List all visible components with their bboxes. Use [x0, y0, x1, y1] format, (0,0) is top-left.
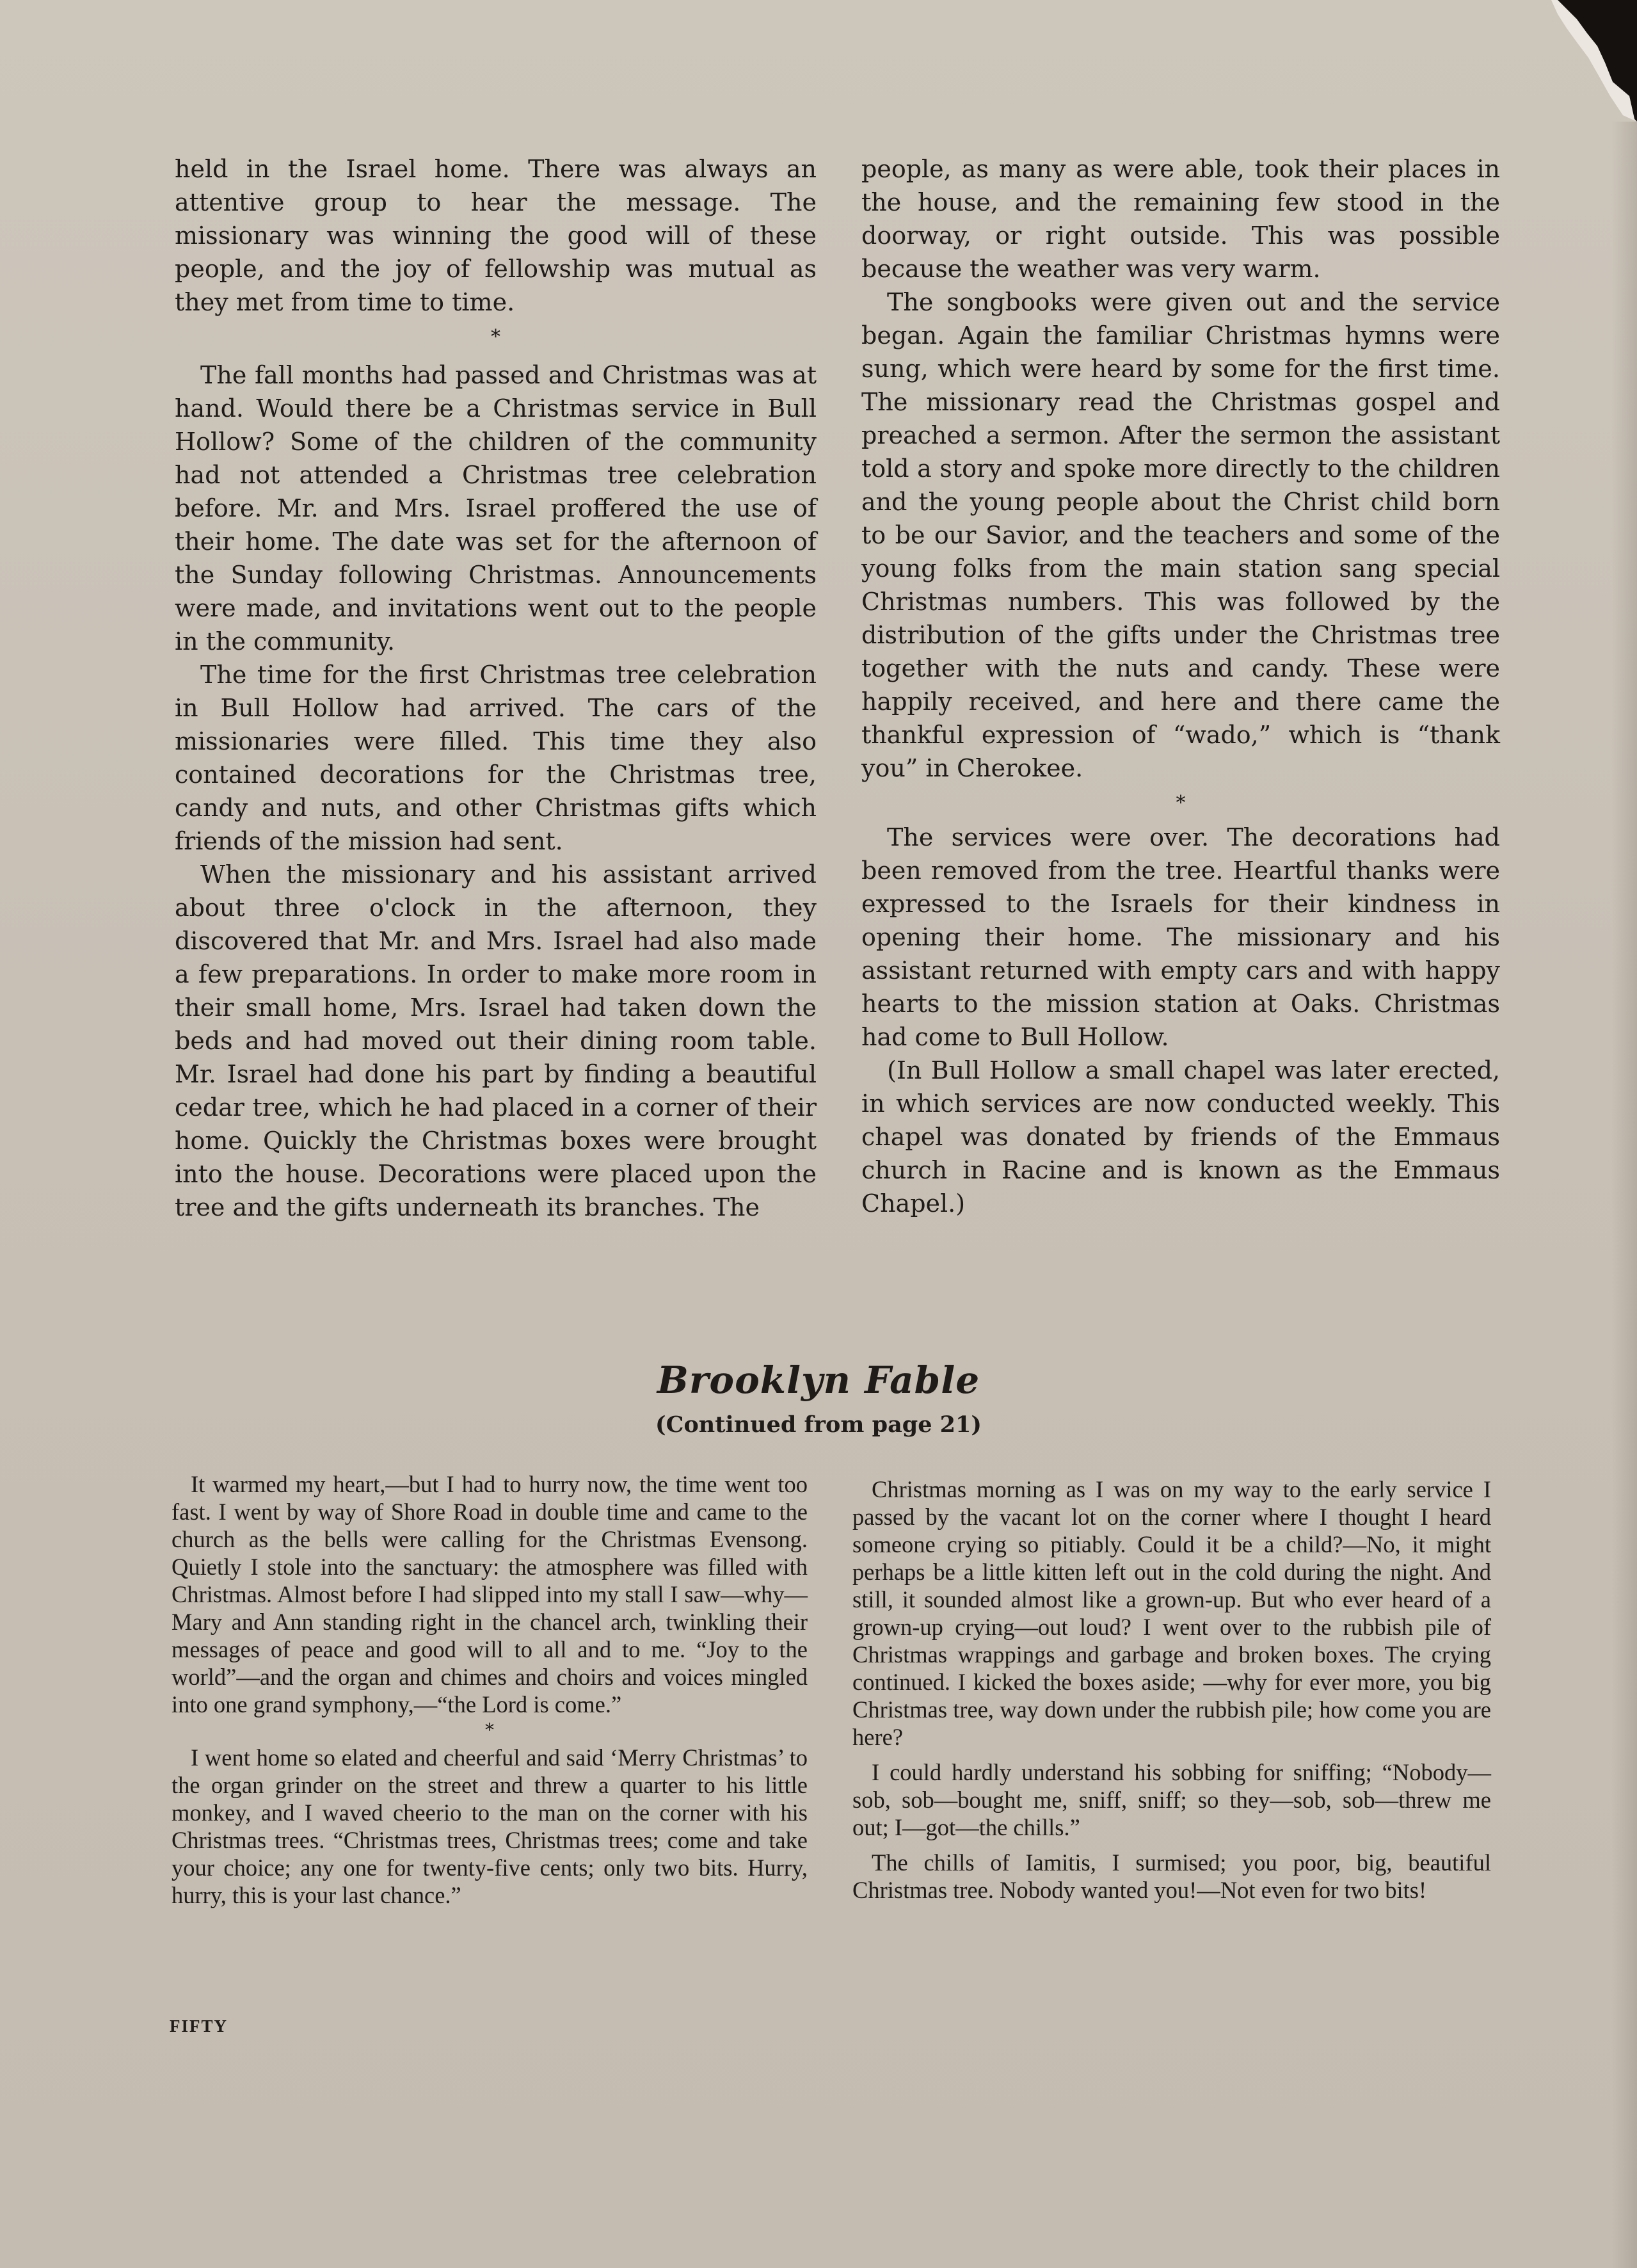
fable-paragraph: Christmas morning as I was on my way to the early service I passed by the vacant lot on the corner where I thought I heard someone crying so pitiably. Could it be a child?—No, it might perhaps be a little kitten left out in the cold during the night. And still, it sounded almost like a grown-up. But who ever heard of a grown-up crying—out loud? I went over to the rubbish pile of Christmas wrappings and garbage and broken boxes. The crying continued. I kicked the boxes aside; —why for ever more, you big Christmas tree, way down under the rubbish pile; how come you are here?: [852, 1476, 1491, 1750]
fable-continued-note: (Continued from page 21): [655, 1411, 982, 1438]
article-paragraph: The fall months had passed and Christmas was at hand. Would there be a Christmas service in Bull Hollow? Some of the children of the community had not attended a Christmas tree celebration before. Mr. and Mrs. Israel proffered the use of their home. The date was set for the afternoon of the Sunday following Christmas. Announcements were made, and invitations went out to the people in the community.: [175, 361, 817, 655]
article-paragraph: (In Bull Hollow a small chapel was later erected, in which services are now conducted weekly. This chapel was donated by friends of the Emmaus church in Racine and is known as the Emmaus Chapel.): [861, 1056, 1500, 1218]
article-paragraph: held in the Israel home. There was always an attentive group to hear the message. The missionary was winning the good will of these people, and the joy of fellowship was mutual as they met from time to time.: [175, 155, 817, 316]
fable-paragraph: It warmed my heart,—but I had to hurry now, the time went too fast. I went by way of Shore Road in double time and came to the church as the bells were calling for the Christmas Evensong. Quietly I stole into the sanctuary: the atmosphere was filled with Christmas. Almost before I had slipped into my stall I saw—why—Mary and Ann standing right in the chancel arch, twinkling their messages of peace and good will to all and to me. “Joy to the world”—and the organ and chimes and choirs and voices mingled into one grand symphony,—“the Lord is come.”: [172, 1471, 808, 1717]
article-column-left: [175, 152, 817, 1224]
article-paragraph: When the missionary and his assistant arrived about three o'clock in the afternoon, they discovered that Mr. and Mrs. Israel had also made a few preparations. In order to make more room in their small home, Mrs. Israel had taken down the beds and had moved out their dining room table. Mr. Israel had done his part by finding a beautiful cedar tree, which he had placed in a corner of their home. Quickly the Christmas boxes were brought into the house. Decorations were placed upon the tree and the gifts underneath its branches. The: [175, 860, 817, 1221]
article-paragraph: The time for the first Christmas tree celebration in Bull Hollow had arrived. The cars of the missionaries were filled. This time they also contained decorations for the Christmas tree, candy and nuts, and other Christmas gifts which friends of the mission had sent.: [175, 661, 817, 855]
article-paragraph: people, as many as were able, took their places in the house, and the remaining few stood in the doorway, or right outside. This was possible because the weather was very warm.: [861, 155, 1500, 283]
section-separator: *: [485, 1719, 494, 1741]
fable-column-right: [852, 1476, 1491, 1904]
page-edge-shadow: [1611, 122, 1637, 2268]
paragraph-gap: [852, 1751, 1491, 1758]
fable-paragraph: The chills of Iamitis, I surmised; you poor, big, beautiful Christmas tree. Nobody wanted you!—Not even for two bits!: [852, 1849, 1491, 1903]
fable-paragraph: I went home so elated and cheerful and said ‘Merry Christmas’ to the organ grinder on the street and threw a quarter to his little monkey, and I waved cheerio to the man on the corner with his Christmas trees. “Christmas trees, Christmas trees; come and take your choice; any one for twenty-five cents; only two bits. Hurry, hurry, this is your last chance.”: [172, 1744, 808, 1908]
torn-corner: [1445, 0, 1637, 122]
fable-column-left: [172, 1470, 808, 1909]
page-number: FIFTY: [170, 2016, 228, 2036]
paragraph-gap: [852, 1841, 1491, 1849]
article-column-right: [861, 152, 1500, 1220]
fable-title: Brooklyn Fable: [657, 1358, 980, 1402]
section-separator: *: [491, 326, 500, 348]
section-separator: *: [1176, 792, 1186, 814]
article-paragraph: The songbooks were given out and the service began. Again the familiar Christmas hymns were sung, which were heard by some for the first time. The missionary read the Christmas gospel and preached a sermon. After the sermon the assistant told a story and spoke more directly to the children and the young people about the Christ child born to be our Savior, and the teachers and some of the young folks from the main station sang special Christmas numbers. This was followed by the distribution of the gifts under the Christmas tree together with the nuts and candy. These were happily received, and here and there came the thankful expression of “wado,” which is “thank you” in Cherokee.: [861, 288, 1500, 782]
article-paragraph: The services were over. The decorations had been removed from the tree. Heartful thanks were expressed to the Israels for their kindness in opening their home. The missionary and his assistant returned with empty cars and with happy hearts to the mission station at Oaks. Christmas had come to Bull Hollow.: [861, 823, 1500, 1051]
fable-paragraph: I could hardly understand his sobbing for sniffing; “Nobody—sob, sob—bought me, sniff, sniff; so they—sob, sob—threw me out; I—got—the chills.”: [852, 1759, 1491, 1840]
